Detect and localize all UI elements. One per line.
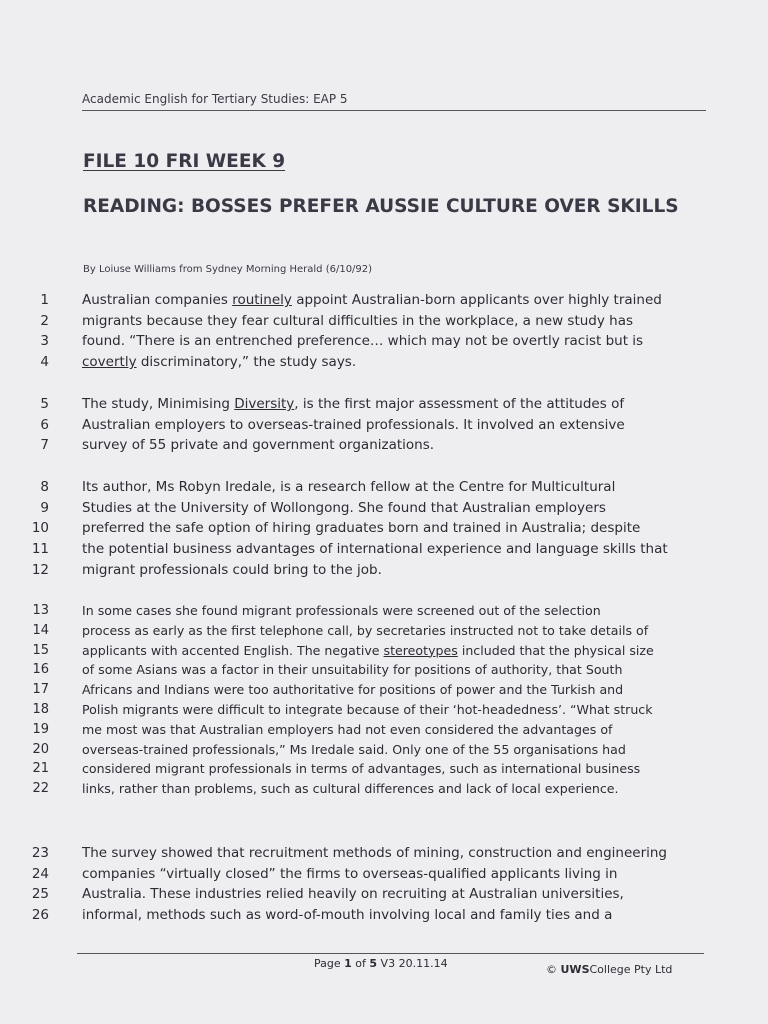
text-line: [0, 354, 768, 375]
reading-title: READING: BOSSES PREFER AUSSIE CULTURE OVER SKILLS: [83, 196, 679, 217]
line-text: links, rather than problems, such as cultural differences and lack of local experience.: [82, 781, 619, 797]
line-number: 10: [31, 520, 49, 537]
line-text: migrant professionals could bring to the job.: [82, 561, 382, 578]
line-number: 19: [32, 721, 49, 737]
text-line: [0, 702, 768, 722]
line-number: 15: [32, 642, 49, 658]
line-text: informal, methods such as word-of-mouth involving local and family ties and a: [82, 907, 613, 924]
line-number: 20: [32, 741, 49, 757]
line-number: 3: [40, 333, 49, 350]
underlined-term: Diversity: [234, 396, 295, 412]
text-line: [0, 886, 768, 907]
line-text: In some cases she found migrant professionals were screened out of the selection: [82, 603, 601, 618]
copyright: © UWSCollege Pty Ltd: [546, 963, 673, 976]
line-text: survey of 55 private and government organizations.: [82, 437, 435, 454]
line-text-segment: The study, Minimising: [82, 396, 235, 412]
line-number: 9: [40, 499, 49, 516]
line-number: 25: [31, 886, 49, 903]
footer-rule: [77, 953, 704, 954]
text-line: [0, 292, 768, 313]
line-number: 13: [32, 603, 49, 618]
byline: By Loiuse Williams from Sydney Morning Herald (6/10/92): [83, 264, 373, 275]
line-number: 14: [32, 622, 49, 638]
line-number: 6: [40, 416, 49, 433]
text-line: [0, 742, 768, 762]
line-number: 26: [31, 907, 49, 924]
line-text: Polish migrants were difficult to integrate because of their ‘hot-headedness’. “What struck: [82, 701, 653, 717]
paragraph-4: [0, 603, 768, 801]
line-text: [82, 643, 654, 658]
text-line: [0, 562, 768, 583]
line-number: 1: [40, 292, 49, 308]
line-text: preferred the safe option of hiring graduates born and trained in Australia; despite: [82, 520, 641, 537]
page-number: Page 1 of 5 V3 20.11.14: [314, 957, 448, 970]
line-text-segment: included that the physical size: [457, 642, 654, 658]
text-line: [0, 623, 768, 643]
line-text: [82, 292, 662, 308]
line-text: Africans and Indians were too authoritative for positions of power and the Turkish and: [82, 682, 624, 698]
underlined-term: covertly: [82, 354, 137, 371]
line-number: 24: [31, 865, 49, 882]
text-line: [0, 603, 768, 623]
line-number: 17: [32, 682, 49, 698]
text-line: [0, 722, 768, 742]
line-number: 16: [32, 662, 49, 678]
line-text-segment: discriminatory,” the study says.: [136, 354, 357, 371]
line-text: of some Asians was a factor in their unsuitability for positions of authority, that South: [82, 662, 623, 678]
text-line: [0, 781, 768, 801]
text-line: [0, 682, 768, 702]
text-line: [0, 866, 768, 887]
paragraph-3: [0, 479, 768, 582]
text-line: [0, 437, 768, 458]
line-text: [82, 396, 624, 412]
line-text: [82, 354, 356, 370]
line-number: 4: [40, 354, 49, 371]
text-line: [0, 541, 768, 562]
text-line: [0, 333, 768, 354]
text-line: [0, 479, 768, 500]
line-number: 2: [40, 312, 49, 329]
line-text-segment: applicants with accented English. The negative: [82, 642, 384, 658]
line-number: 11: [31, 541, 49, 558]
line-text: Its author, Ms Robyn Iredale, is a research fellow at the Centre for Multicultural: [82, 479, 616, 495]
line-number: 22: [32, 781, 49, 797]
line-text-segment: Australian companies: [82, 292, 233, 308]
line-text: me most was that Australian employers had not even considered the advantages of: [82, 721, 613, 737]
line-number: 18: [32, 701, 49, 717]
text-line: [0, 396, 768, 417]
line-text: Australia. These industries relied heavily on recruiting at Australian universities,: [82, 886, 624, 903]
line-text: considered migrant professionals in terms of advantages, such as international business: [82, 761, 641, 777]
text-line: [0, 662, 768, 682]
running-header: Academic English for Tertiary Studies: EAP 5: [82, 92, 706, 111]
text-line: [0, 313, 768, 334]
underlined-term: routinely: [232, 292, 292, 308]
text-line: [0, 761, 768, 781]
paragraph-1: [0, 292, 768, 375]
line-text: Australian employers to overseas-trained professionals. It involved an extensive: [82, 416, 625, 433]
file-title: FILE 10 FRI WEEK 9: [83, 151, 286, 172]
line-text: companies “virtually closed” the firms to overseas-qualified applicants living in: [82, 865, 618, 882]
line-text: process as early as the first telephone call, by secretaries instructed not to take details of: [82, 622, 649, 638]
line-number: 12: [31, 561, 49, 578]
line-text: migrants because they fear cultural difficulties in the workplace, a new study has: [82, 312, 634, 329]
text-line: [0, 500, 768, 521]
line-number: 5: [40, 396, 49, 412]
line-number: 23: [31, 845, 49, 861]
text-line: [0, 520, 768, 541]
text-line: [0, 417, 768, 438]
paragraph-5: [0, 845, 768, 928]
line-text-segment: , is the first major assessment of the attitudes of: [294, 396, 625, 412]
line-number: 21: [32, 761, 49, 777]
text-line: [0, 907, 768, 928]
paragraph-2: [0, 396, 768, 458]
line-text-segment: appoint Australian-born applicants over highly trained: [291, 292, 662, 308]
line-text: the potential business advantages of international experience and language skills that: [82, 541, 668, 558]
line-text: found. “There is an entrenched preference… which may not be overtly racist but is: [82, 333, 644, 350]
line-number: 8: [40, 479, 49, 495]
text-line: [0, 643, 768, 663]
text-line: [0, 845, 768, 866]
underlined-term: stereotypes: [383, 642, 458, 658]
line-text: The survey showed that recruitment methods of mining, construction and engineering: [82, 845, 667, 861]
line-text: overseas-trained professionals,” Ms Iredale said. Only one of the 55 organisations had: [82, 741, 626, 757]
line-text: Studies at the University of Wollongong. She found that Australian employers: [82, 499, 606, 516]
line-number: 7: [40, 437, 49, 454]
